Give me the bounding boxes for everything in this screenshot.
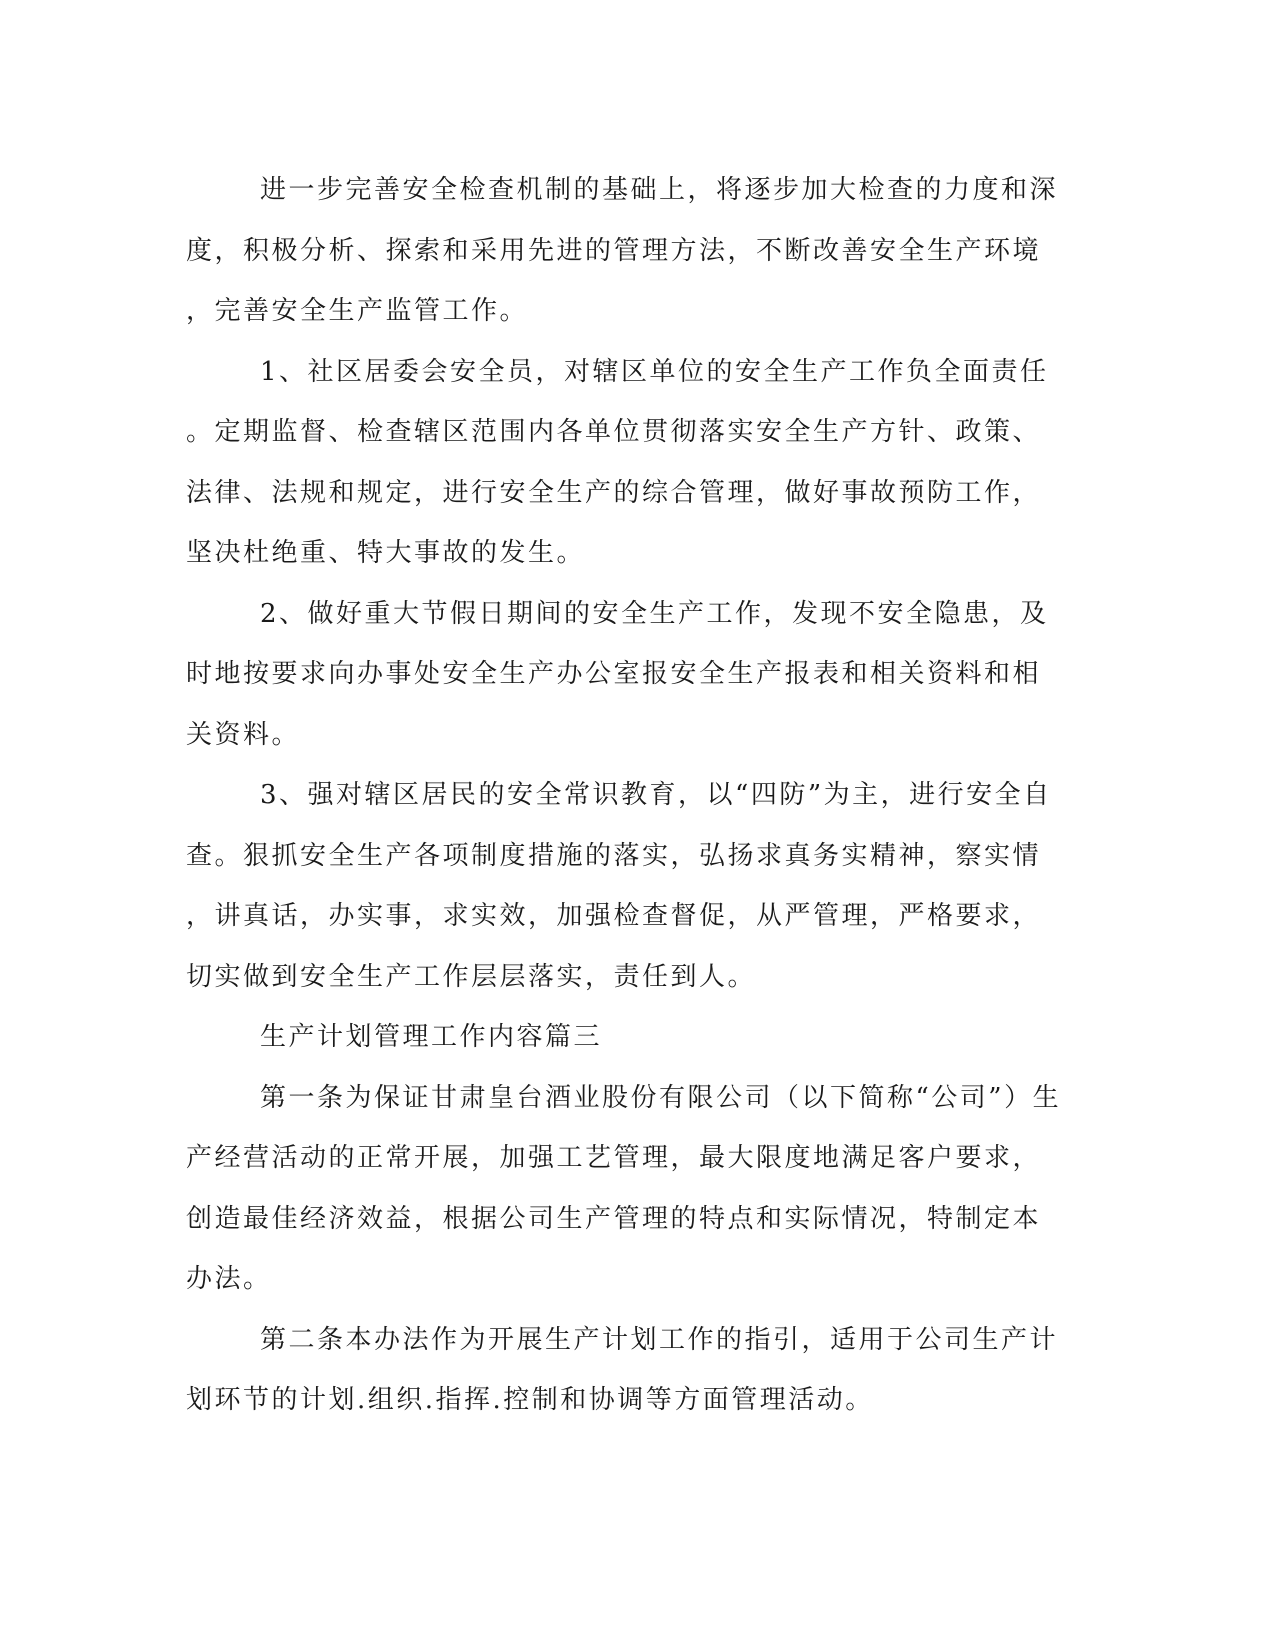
document-body — [186, 160, 1066, 1431]
text-line: 时地按要求向办事处安全生产办公室报安全生产报表和相关资料和相 — [186, 659, 1042, 689]
text-line: 坚决杜绝重、特大事故的发生。 — [186, 538, 586, 568]
section-title: 生产计划管理工作内容篇三 — [260, 1022, 603, 1052]
text-line: 法律、法规和规定，进行安全生产的综合管理，做好事故预防工作， — [186, 477, 1042, 508]
text-line: 产经营活动的正常开展，加强工艺管理，最大限度地满足客户要求， — [186, 1143, 1042, 1173]
text-line: 第二条本办法作为开展生产计划工作的指引，适用于公司生产计 — [260, 1324, 1059, 1355]
paragraph-safety-inspection — [186, 160, 1066, 342]
text-line: 关资料。 — [186, 719, 301, 750]
text-line: 进一步完善安全检查机制的基础上，将逐步加大检查的力度和深 — [260, 175, 1059, 205]
text-line: 查。狠抓安全生产各项制度措施的落实，弘扬求真务实精神，察实情 — [186, 840, 1042, 871]
text-line: ，完善安全生产监管工作。 — [186, 296, 529, 326]
paragraph-item-1 — [186, 342, 1066, 584]
text-line: 3、强对辖区居民的安全常识教育，以“四防”为主，进行安全自 — [260, 780, 1052, 810]
text-line: 办法。 — [186, 1264, 272, 1294]
paragraph-item-2 — [186, 584, 1066, 766]
text-line: 切实做到安全生产工作层层落实，责任到人。 — [186, 961, 757, 992]
text-line: 1、社区居委会安全员，对辖区单位的安全生产工作负全面责任 — [260, 356, 1049, 387]
paragraph-article-2 — [186, 1310, 1066, 1431]
text-line: 2、做好重大节假日期间的安全生产工作，发现不安全隐患，及 — [260, 598, 1049, 629]
paragraph-item-3 — [186, 765, 1066, 1007]
text-line: 创造最佳经济效益，根据公司生产管理的特点和实际情况，特制定本 — [186, 1203, 1042, 1234]
paragraph-article-1 — [186, 1068, 1066, 1310]
text-line: 第一条为保证甘肃皇台酒业股份有限公司（以下简称“公司”）生 — [260, 1082, 1062, 1113]
text-line: 划环节的计划.组织.指挥.控制和协调等方面管理活动。 — [186, 1385, 874, 1415]
text-line: ，讲真话，办实事，求实效，加强检查督促，从严管理，严格要求， — [186, 901, 1042, 931]
text-line: 。定期监督、检查辖区范围内各单位贯彻落实安全生产方针、政策、 — [186, 417, 1042, 447]
section-heading — [186, 1007, 1066, 1068]
text-line: 度，积极分析、探索和采用先进的管理方法，不断改善安全生产环境 — [186, 235, 1042, 266]
